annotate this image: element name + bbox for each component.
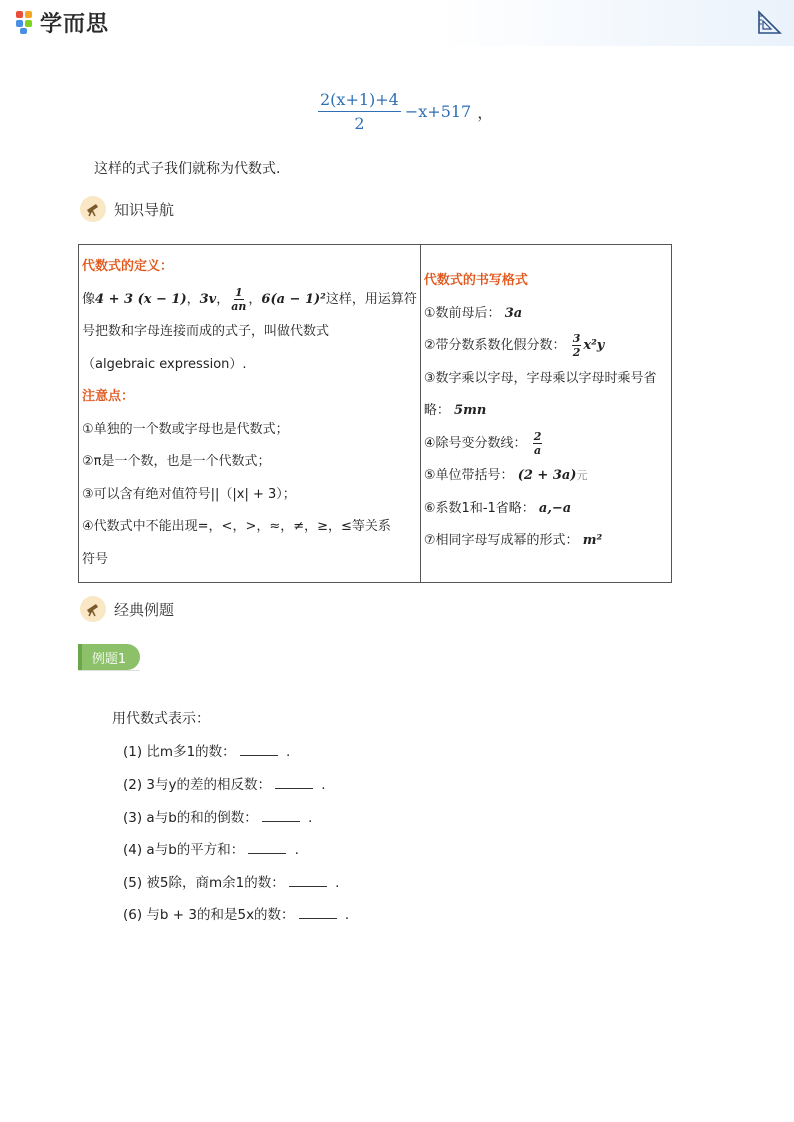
answer-blank[interactable] <box>299 906 337 919</box>
answer-blank[interactable] <box>248 841 286 854</box>
question-item: (2) 3与y的差的相反数： . <box>123 777 326 793</box>
answer-blank[interactable] <box>240 743 278 756</box>
answer-blank[interactable] <box>275 776 313 789</box>
note-item: ①单独的一个数或字母也是代数式； <box>82 421 289 437</box>
telescope-icon <box>80 196 106 222</box>
format-rule-5: ⑤单位带括号： (2 + 3a)元 <box>423 468 588 483</box>
knowledge-table <box>78 244 672 583</box>
question-item: (4) a与b的平方和： . <box>123 842 299 858</box>
example-intro: 用代数式表示： <box>112 711 210 727</box>
brand-logo <box>14 7 109 37</box>
notes-title: 注意点： <box>82 389 135 404</box>
note-item: ④代数式中不能出现=，<，>，≈，≠，≥，≤等关系 <box>82 519 391 534</box>
page-header <box>0 0 794 46</box>
definition-line-1: 像4 + 3 (x − 1)，3v， $\frac{1}{an}$ ，6(a − 1)²这样，用运算符 <box>82 285 417 313</box>
format-rule-4: ④除号变分数线： $\frac{2}{a}$ <box>423 429 542 457</box>
question-item: (6) 与b + 3的和是5x的数： . <box>123 907 350 923</box>
example-1-tab: 例题1 <box>78 644 140 670</box>
note-item: 符号 <box>82 551 109 567</box>
brand-name: 学而思 <box>40 11 110 37</box>
note-item: ②π是一个数，也是一个代数式； <box>82 454 271 469</box>
formula-denominator: 2 <box>354 114 365 133</box>
ruler-triangle-icon <box>756 10 782 36</box>
definition-title: 代数式的定义： <box>82 259 174 274</box>
definition-line-2: 号把数和字母连接而成的式子，叫做代数式 <box>82 324 330 339</box>
format-rule-3b: 略： 5mn <box>423 403 487 418</box>
fraction-1-over-an: $\frac{1}{an}$ <box>231 285 247 313</box>
formula-fraction <box>318 90 401 133</box>
section-title-label: 知识导航 <box>114 200 175 219</box>
section-examples <box>80 596 174 622</box>
formula-comma: ， <box>477 103 494 122</box>
format-rule-3a: ③数字乘以字母，字母乘以字母时乘号省 <box>423 370 657 386</box>
xueersi-logo-icon <box>14 9 36 35</box>
format-rule-1: ①数前母后： 3a <box>423 305 523 321</box>
section-title-label: 经典例题 <box>114 600 175 619</box>
format-rule-6: ⑥系数1和-1省略： a,−a <box>423 500 572 516</box>
intro-text: 这样的式子我们就称为代数式. <box>94 161 281 177</box>
format-title: 代数式的书写格式 <box>423 273 528 288</box>
note-item: ③可以含有绝对值符号||（|x| + 3）； <box>82 486 296 502</box>
question-item: (3) a与b的和的倒数： . <box>123 810 313 826</box>
answer-blank[interactable] <box>262 809 300 822</box>
format-rule-7: ⑦相同字母写成幂的形式： m² <box>423 533 603 548</box>
definition-line-3: （algebraic expression）. <box>82 356 247 372</box>
telescope-icon <box>80 596 106 622</box>
answer-blank[interactable] <box>289 874 327 887</box>
algebraic-formula <box>318 90 493 133</box>
question-item: (1) 比m多1的数： . <box>123 744 291 760</box>
format-rule-2: ②带分数系数化假分数： $\frac{3}{2}$ x²y <box>423 332 605 359</box>
formula-tail: −x+517 <box>404 102 472 121</box>
format-cell <box>420 245 671 583</box>
question-item: (5) 被5除，商m余1的数： . <box>123 875 340 891</box>
formula-numerator: 2(x+1)+4 <box>318 90 401 112</box>
example-divider <box>78 670 140 671</box>
section-knowledge-nav <box>80 196 174 222</box>
definition-cell <box>79 245 421 583</box>
